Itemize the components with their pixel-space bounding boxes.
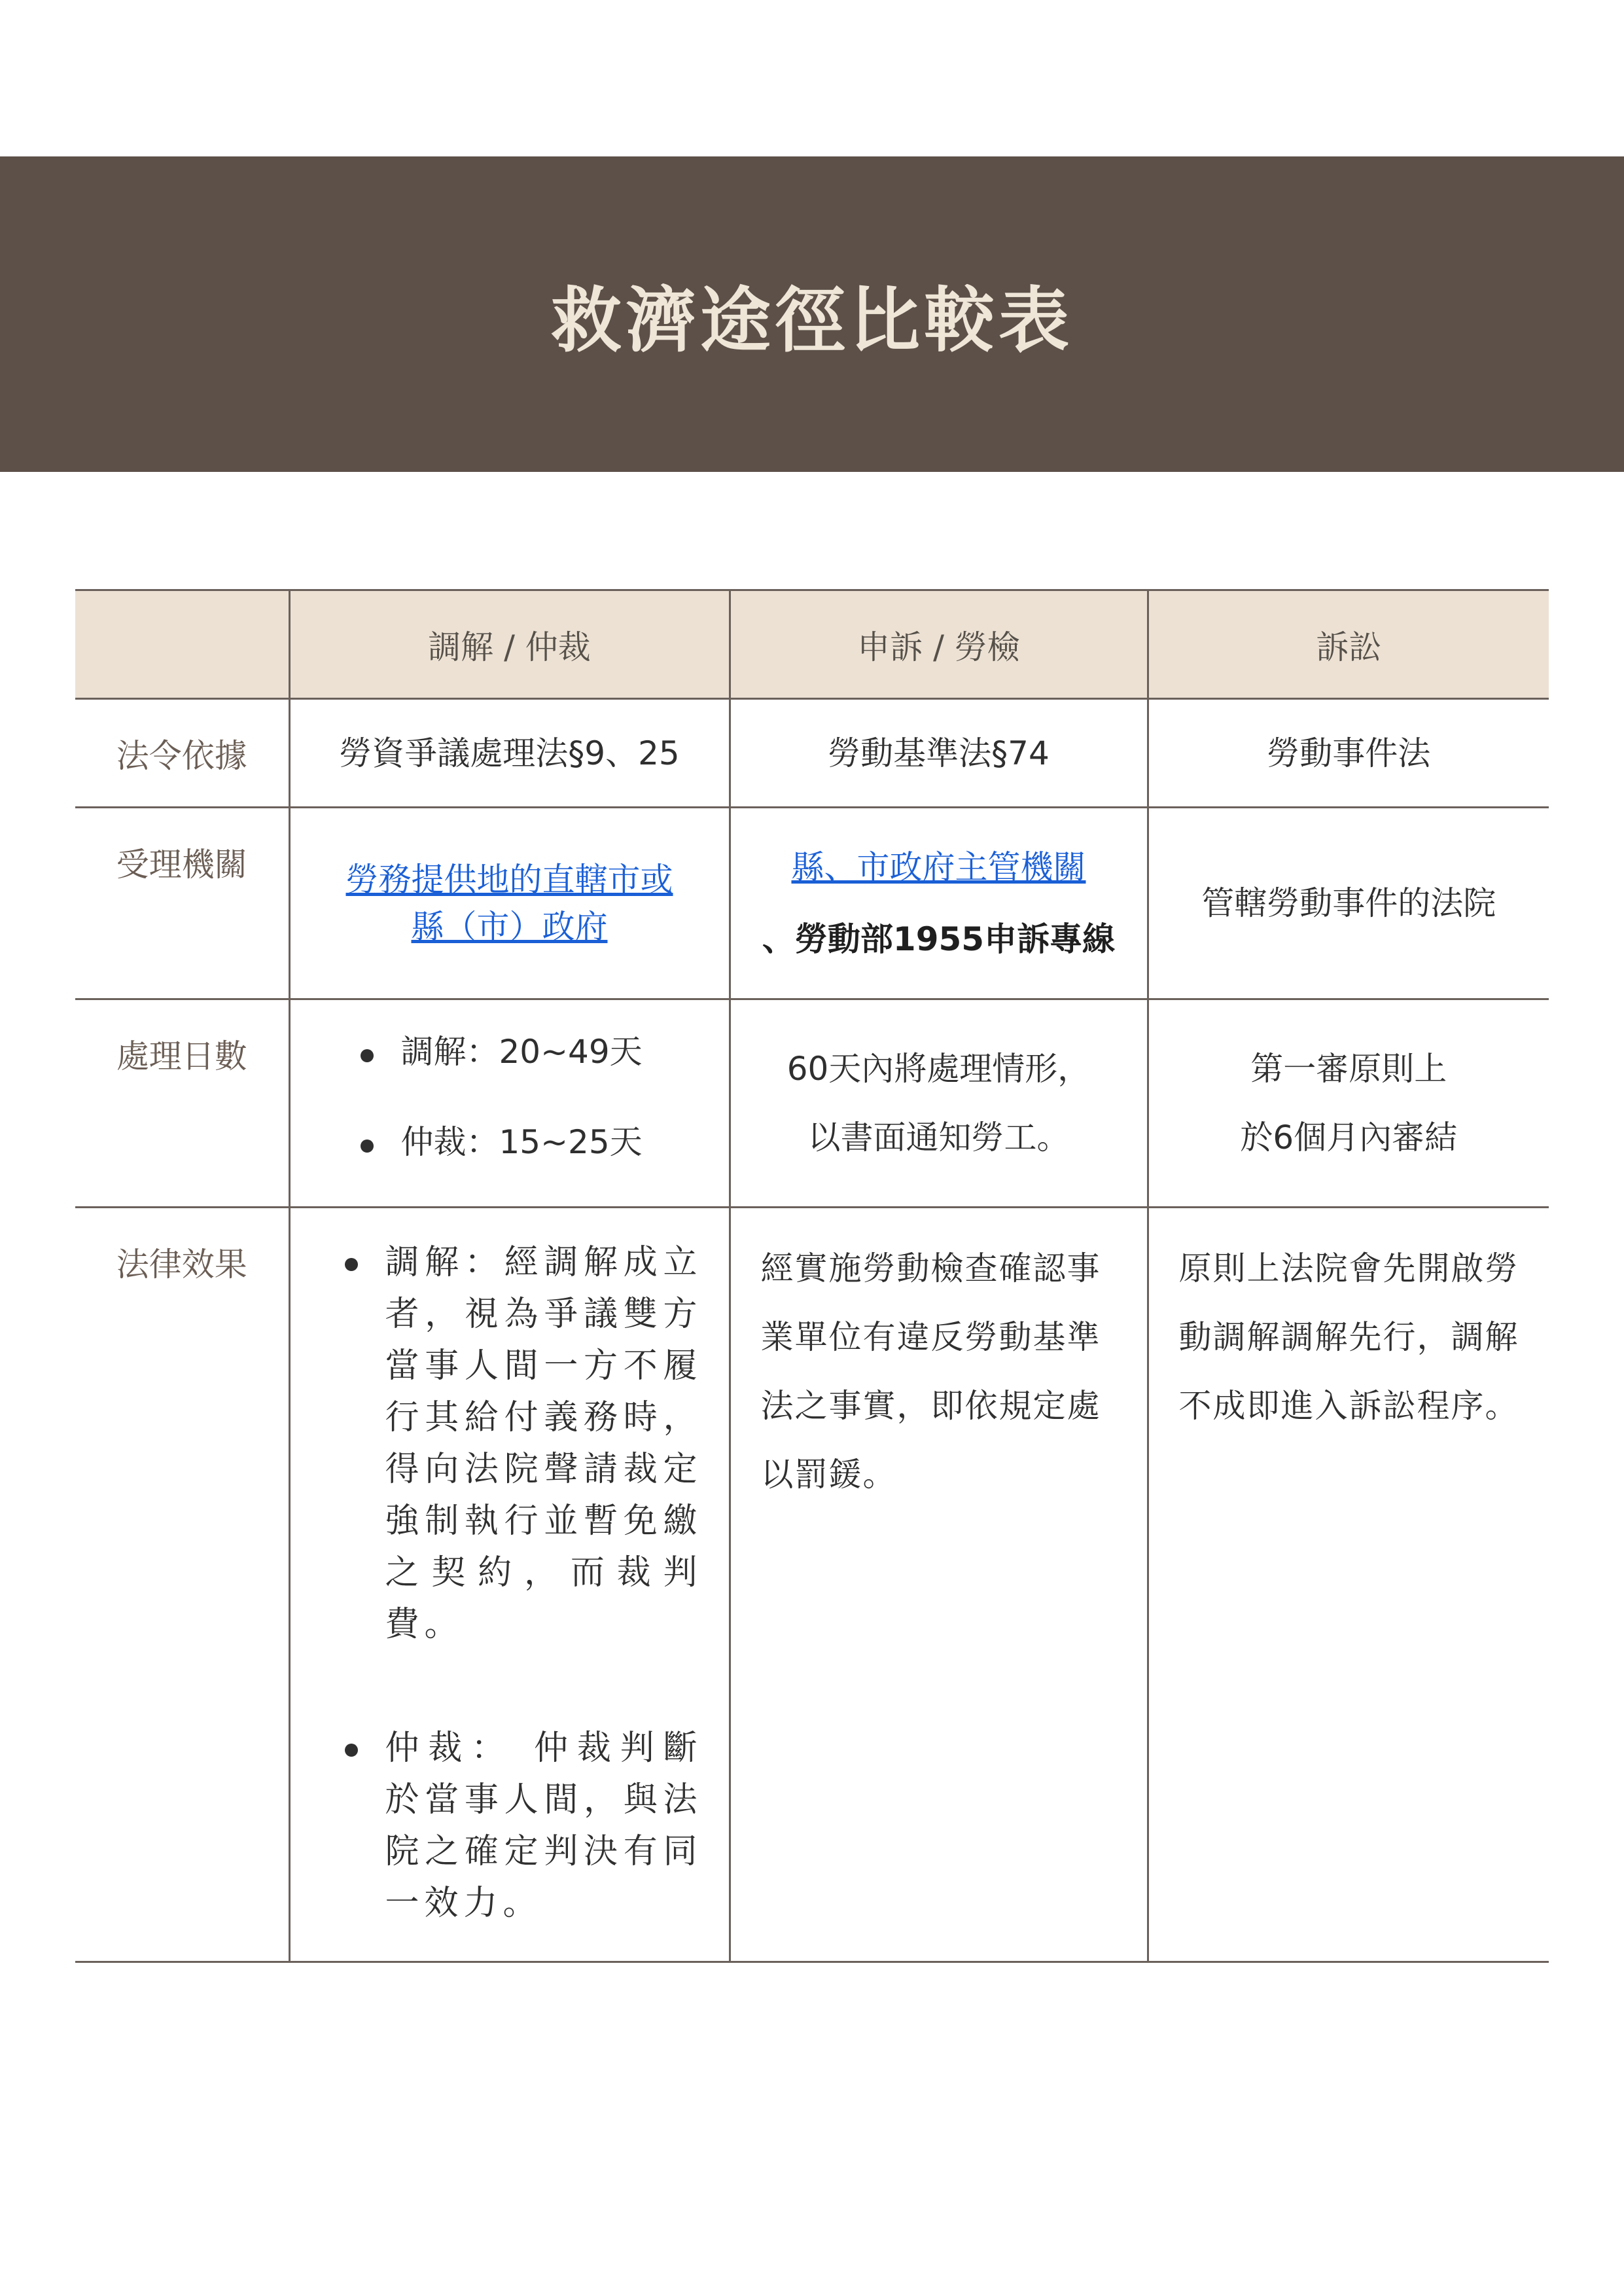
link-local-government-line2: 縣（市）政府: [411, 908, 608, 946]
row-legal-effect: [75, 1208, 1549, 1962]
row-legal-basis: [75, 699, 1549, 808]
header-litigation: 訴訟: [1148, 590, 1549, 699]
list-item: 調解：經調解成立者，視為爭議雙方當事人間一方不履行其給付義務時，得向法院聲請裁定強制執行並暫免繳之契約，而裁判費。: [385, 1237, 703, 1651]
link-local-government-line1: 勞務提供地的直轄市或: [345, 860, 673, 899]
header-complaint-inspection: 申訴 / 勞檢: [730, 590, 1148, 699]
days-litigation-line1: 第一審原則上: [1250, 1049, 1447, 1088]
cell-effect-litigation: 原則上法院會先開啟勞動調解調解先行，調解不成即進入訴訟程序。: [1148, 1208, 1549, 1962]
days-bullet-list: [306, 1029, 713, 1165]
cell-days-litigation: [1148, 999, 1549, 1208]
days-litigation-line2: 於6個月內審結: [1240, 1118, 1458, 1157]
link-competent-authority[interactable]: 縣、市政府主管機關: [791, 848, 1086, 886]
list-item: 仲裁： 仲裁判斷於當事人間，與法院之確定判決有同一效力。: [385, 1723, 703, 1929]
row-label-legal-basis: 法令依據: [75, 699, 289, 808]
row-label-agency: 受理機關: [75, 808, 289, 999]
hotline-text: 、勞動部1955申訴專線: [762, 920, 1116, 958]
days-complaint-line1: 60天內將處理情形，: [786, 1049, 1091, 1088]
cell-agency-complaint: [730, 808, 1148, 999]
row-processing-days: [75, 999, 1549, 1208]
link-local-government[interactable]: [346, 861, 673, 946]
days-complaint-line2: 以書面通知勞工。: [807, 1118, 1070, 1157]
comparison-table: [75, 589, 1549, 1963]
row-label-processing-days: 處理日數: [75, 999, 289, 1208]
header-row: [75, 590, 1549, 699]
page-title: 救濟途徑比較表: [550, 279, 1073, 362]
title-banner: [0, 156, 1624, 472]
cell-legal-basis-mediation: 勞資爭議處理法§9、25: [289, 699, 730, 808]
cell-effect-mediation: [289, 1208, 730, 1962]
cell-days-mediation: [289, 999, 730, 1208]
header-corner: [75, 590, 289, 699]
list-item: 調解：20~49天: [401, 1029, 713, 1075]
cell-legal-basis-complaint: 勞動基準法§74: [730, 699, 1148, 808]
effect-bullet-list: [291, 1237, 729, 1929]
header-mediation-arbitration: 調解 / 仲裁: [289, 590, 730, 699]
row-agency: [75, 808, 1549, 999]
row-label-legal-effect: 法律效果: [75, 1208, 289, 1962]
cell-legal-basis-litigation: 勞動事件法: [1148, 699, 1549, 808]
cell-effect-complaint: 經實施勞動檢查確認事業單位有違反勞動基準法之事實，即依規定處以罰鍰。: [730, 1208, 1148, 1962]
list-item: 仲裁：15~25天: [401, 1119, 713, 1165]
cell-days-complaint: [730, 999, 1148, 1208]
cell-agency-litigation: 管轄勞動事件的法院: [1148, 808, 1549, 999]
cell-agency-mediation: [289, 808, 730, 999]
